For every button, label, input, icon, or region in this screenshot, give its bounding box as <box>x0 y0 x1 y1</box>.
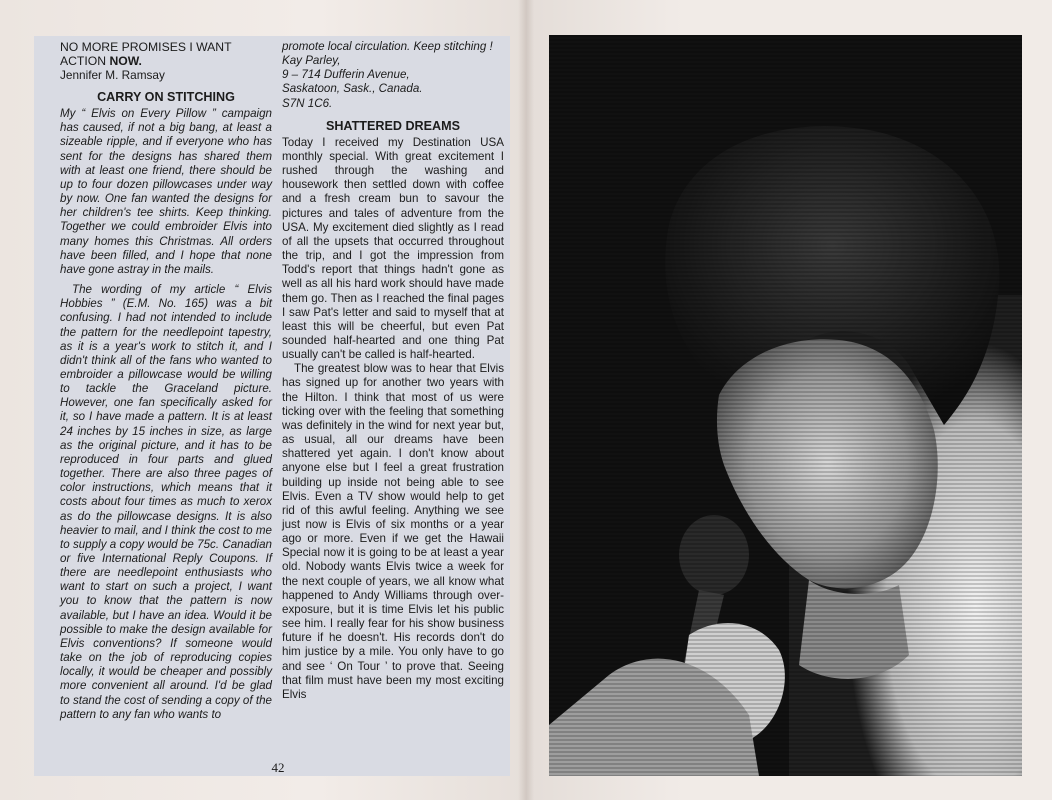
carry-on-paragraph-2: The wording of my article “ Elvis Hobbies ” (E.M. No. 165) was a bit confusing. I had not intended to include the pattern for the needlepoint tapestry, as it is a year's work to stitch it, and I didn't think all of the fans who wanted to embroider a pillowcase would be willing to tackle the Graceland picture. However, one fan specifically asked for it, so I have made a pattern. It is at least 24 inches by 15 inches in size, as large as the original picture, and it has to be reproduced in four parts and glued together. There are also three pages of color instructions, which means that it costs about four times as much to xerox as do the pillowcase designs. It is also heavier to mail, and I think the cost to me to supply a copy would be 75c. Canadian or five International Reply Coupons. If there are needlepoint enthusiasts who want to start on such a project, I want you to know that the pattern is now available, but I have an idea. Would it be possible to make the design available for Elvis conventions? If someone would take on the job of reproducing copies locally, it would be cheaper and possibly more convenient all around. I'd be glad to stand the cost of sending a copy of the pattern to any fan who wants to <box>60 283 272 721</box>
letter-intro-emphasis: NOW. <box>109 54 142 68</box>
photo-illustration <box>549 35 1022 776</box>
article-column-2 <box>282 40 504 702</box>
halftone-scanlines <box>549 35 1022 776</box>
halftone-photo <box>549 35 1022 776</box>
signature-postal-code: S7N 1C6. <box>282 96 333 110</box>
shattered-paragraph-1: Today I received my Destination USA monthly special. With great excitement I rushed through the washing and housework then settled down with coffee and a fresh cream bun to savour the pictures and tales of adventure from the USA. My excitement died slightly as I read of all the upsets that occurred throughout the trip, and I got the impression from Todd's report that things hadn't gone as well as all his hard work should have made them go. Then as I reached the final pages I saw Pat's letter and said to myself that at least this will be cheerful, but even Pat sounded half-hearted and one thing Pat usually can't be called is half-hearted. <box>282 135 504 362</box>
shattered-dreams-title: SHATTERED DREAMS <box>325 118 461 133</box>
carry-on-stitching-title: CARRY ON STITCHING <box>97 90 235 105</box>
shattered-paragraph-2: The greatest blow was to hear that Elvis has signed up for another two years with the Hilton. I think that most of us were ticking over with the feeling that something was definitely in the wind for next year but, as usual, all our dreams have been shattered yet again. I don't know about anyone else but I feel a great frustration building up inside not being able to see Elvis. Even a TV show would help to get rid of this awful feeling. Anything we see just now is Elvis of six months or a year ago or more. Even if we get the Hawaii Special now it is going to be at least a year old. Nobody wants Elvis twice a week for the next couple of years, we all know what happened to Andy Williams through over-exposure, but it is time Elvis let his public see him. I really fear for his show business future if he doesn't. His records don't do him justice by a mile. You only have to go and see ‘ On Tour ’ to prove that. Seeing that film must have been my most exciting Elvis <box>282 362 504 701</box>
article-column-1 <box>60 40 272 722</box>
signature-address-2: Saskatoon, Sask., Canada. <box>282 82 423 96</box>
signature-address-1: 9 – 714 Dufferin Avenue, <box>282 68 410 82</box>
letter-intro-line1: NO MORE PROMISES I WANT <box>60 40 232 54</box>
carry-on-paragraph-1: My “ Elvis on Every Pillow ” campaign has caused, if not a big bang, at least a sizeable ripple, and if everyone who has sent for the designs has shared them with at least one friend, there should be up to four dozen pillowcases under way by now. One fan wanted the designs for her children's tee shirts. Keep thinking. Together we could embroider Elvis into many homes this Christmas. All orders have been filled, and I hope that none have gone astray in the mails. <box>60 107 272 276</box>
letter-intro-line2: ACTION <box>60 54 107 68</box>
page-number: 42 <box>271 760 285 775</box>
carry-on-paragraph-2-continued: promote local circulation. Keep stitching ! <box>282 40 493 53</box>
signature-block <box>282 54 504 111</box>
letter-intro-line-2 <box>60 54 272 68</box>
letter-author: Jennifer M. Ramsay <box>60 68 165 82</box>
page-gutter <box>518 0 534 800</box>
signature-name: Kay Parley, <box>282 54 341 68</box>
letter-intro-line <box>60 40 272 54</box>
